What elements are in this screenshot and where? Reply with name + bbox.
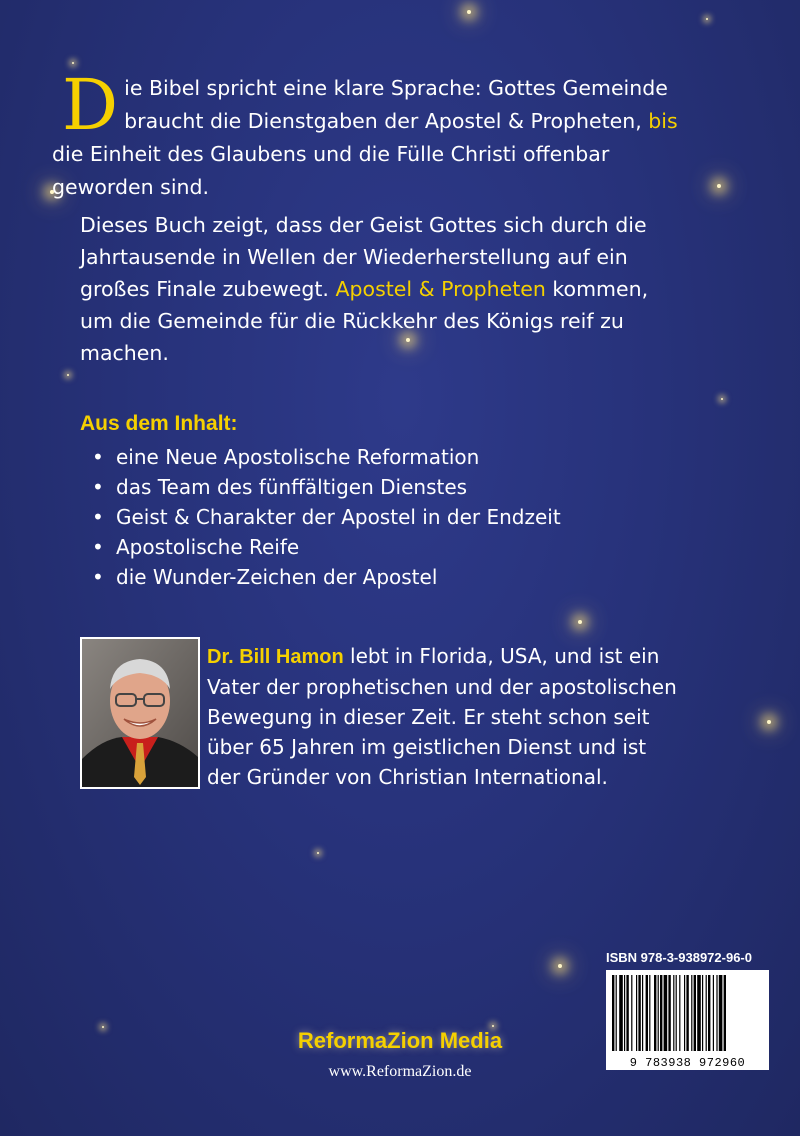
- intro-line-4: geworden sind.: [52, 175, 210, 199]
- bio-line-2: Vater der prophetischen und der apostolischen: [207, 675, 677, 699]
- list-item: [92, 562, 561, 592]
- drop-cap: D: [62, 64, 119, 146]
- star-icon: [467, 10, 471, 14]
- intro-line-1: ie Bibel spricht eine klare Sprache: Gottes Gemeinde: [124, 76, 668, 100]
- list-item-text: das Team des fünffältigen Dienstes: [116, 475, 468, 499]
- isbn-label: ISBN 978-3-938972-96-0: [606, 950, 752, 965]
- intro-line-2: braucht die Dienstgaben der Apostel & Propheten,: [124, 109, 649, 133]
- highlight-bis: bis: [648, 109, 678, 133]
- bio-line-1: lebt in Florida, USA, und ist ein: [343, 644, 660, 668]
- list-item-text: Geist & Charakter der Apostel in der Endzeit: [116, 505, 561, 529]
- list-item-text: eine Neue Apostolische Reformation: [116, 445, 480, 469]
- barcode: [606, 970, 769, 1070]
- highlight-apostel-propheten: Apostel & Propheten: [335, 277, 546, 301]
- intro-line: [52, 171, 716, 204]
- author-portrait-icon: [82, 639, 198, 787]
- publisher-website: www.ReformaZion.de: [328, 1063, 472, 1080]
- contents-heading: Aus dem Inhalt:: [80, 412, 238, 435]
- bullet-icon: •: [92, 475, 104, 499]
- star-icon: [706, 18, 708, 20]
- bullet-icon: •: [92, 445, 104, 469]
- bio-line-5: der Gründer von Christian International.: [207, 765, 608, 789]
- star-icon: [767, 720, 771, 724]
- description-line-4: um die Gemeinde für die Rückkehr des Königs reif zu: [80, 309, 624, 333]
- star-icon: [67, 374, 69, 376]
- description-line-2: Jahrtausende in Wellen der Wiederherstellung auf ein: [80, 245, 628, 269]
- list-item: [92, 472, 561, 502]
- intro-line: [66, 72, 716, 105]
- description-line-3b: kommen,: [545, 277, 649, 301]
- star-icon: [578, 620, 582, 624]
- barcode-digits: 9 783938 972960: [629, 1056, 746, 1070]
- star-icon: [717, 184, 721, 188]
- description-line-3a: großes Finale zubewegt.: [80, 277, 336, 301]
- list-item: [92, 502, 561, 532]
- star-icon: [721, 398, 723, 400]
- author-bio: [207, 641, 747, 792]
- author-name: Dr. Bill Hamon: [207, 646, 344, 668]
- intro-paragraph: [52, 64, 716, 204]
- bio-line-4: über 65 Jahren im geistlichen Dienst und ist: [207, 735, 647, 759]
- star-icon: [558, 964, 562, 968]
- star-icon: [492, 1025, 494, 1027]
- description-paragraph: [80, 209, 720, 369]
- bullet-icon: •: [92, 505, 104, 529]
- contents-list: [92, 442, 561, 592]
- star-icon: [317, 852, 319, 854]
- list-item-text: die Wunder-Zeichen der Apostel: [116, 565, 438, 589]
- bullet-icon: •: [92, 535, 104, 559]
- description-line-5: machen.: [80, 341, 169, 365]
- list-item-text: Apostolische Reife: [116, 535, 300, 559]
- list-item: [92, 442, 561, 472]
- intro-line-3: die Einheit des Glaubens und die Fülle Christi offenbar: [52, 142, 610, 166]
- intro-line: [52, 138, 716, 171]
- bullet-icon: •: [92, 565, 104, 589]
- author-photo: [80, 637, 200, 789]
- bio-line-3: Bewegung in dieser Zeit. Er steht schon seit: [207, 705, 650, 729]
- description-line-1: Dieses Buch zeigt, dass der Geist Gottes sich durch die: [80, 213, 647, 237]
- intro-line: [66, 105, 716, 138]
- publisher-name: ReformaZion Media: [297, 1028, 503, 1053]
- list-item: [92, 532, 561, 562]
